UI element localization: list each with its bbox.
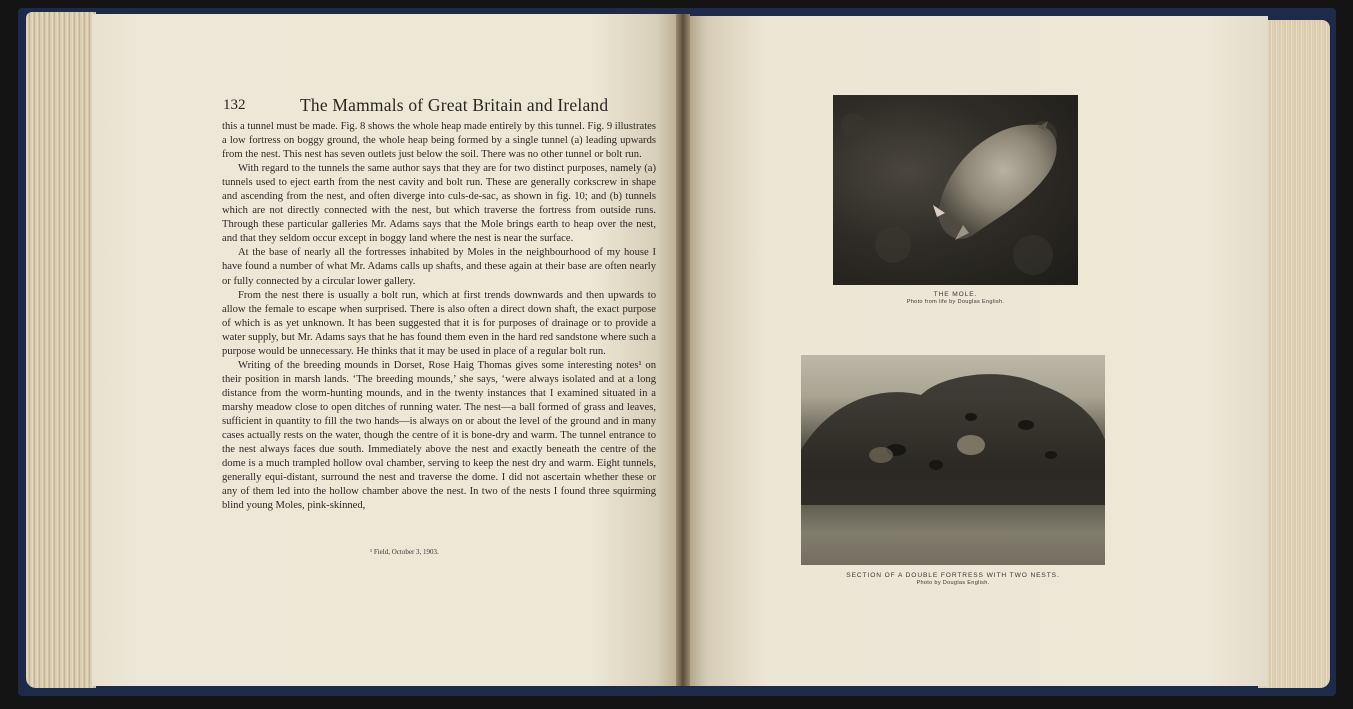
- fortress-illustration: [801, 355, 1105, 565]
- paragraph: this a tunnel must be made. Fig. 8 shows the whole heap made entirely by this tunnel. Fig. 9 illustrates a low fortress on boggy ground, the whole heap being formed by a single tunnel (a) leading upwards from the nest. This nest has seven outlets just below the soil. There was no other tunnel or bolt run.: [222, 121, 656, 161]
- paragraph: At the base of nearly all the fortresses inhabited by Moles in the neighbourhood of my house I have found a number of what Mr. Adams calls up shafts, and these again at their base are often nearly or fully connected by a circular lower gallery.: [222, 247, 656, 287]
- footnote: ¹ Field, October 3, 1903.: [370, 548, 439, 556]
- fortress-photo: [801, 355, 1105, 565]
- paragraph: From the nest there is usually a bolt run, which at first trends downwards and then upwards to allow the female to escape when surprised. There is also often a direct down shaft, the exact purpose of which is as yet unknown. It has been suggested that it is for purposes of drainage or to provide a water supply, but Mr. Adams says that he has found them even in the hard red sandstone where such a purpose would be unnecessary. He thinks that it may be used in place of a regular bolt run.: [222, 289, 656, 357]
- paragraph: With regard to the tunnels the same author says that they are for two distinct purposes, namely (a) tunnels used to eject earth from the nest cavity and bolt run. These are generally corkscrew in shape and ascending from the nest, and often diverge into culs-de-sac, as shown in fig. 10; and (b) tunnels which are not directly connected with the nest, but which traverse the fortress from outside runs. Through these particular galleries Mr. Adams says that the Mole brings earth to heap over the nest, and that they seldom occur except in boggy land where the nest is near the surface.: [222, 163, 656, 245]
- figure-title: SECTION OF A DOUBLE FORTRESS WITH TWO NESTS.: [846, 572, 1060, 579]
- mole-caption: [833, 291, 1078, 305]
- left-page-edges: [26, 12, 96, 688]
- body-text: [222, 120, 656, 513]
- figure-credit: Photo by Douglas English.: [916, 580, 990, 586]
- paragraph: Writing of the breeding mounds in Dorset, Rose Haig Thomas gives some interesting notes¹ on their position in marsh lands. ‘The breeding mounds,’ she says, ‘were always isolated and at a long distance from the worm-hunting mounds, and in the twenty instances that I examined situated in a marshy meadow close to open ditches of running water. The nest—a ball formed of grass and leaves, sufficient in quantity to fill the two hands—is always on or about the level of the ground and in many cases actually rests on the water, though the centre of it is bone-dry and warm. The tunnel entrance to the nest always faces due south. Immediately above the nest and exactly beneath the centre of the dome is a much trampled hollow oval chamber, serving to keep the nest dry and warm. Eight tunnels, generally equi-distant, surround the nest and traverse the dome. I did not ascertain whether these or any of them led into the hollow chamber above the nest. In two of the nests I found three squirming blind young Moles, pink-skinned,: [222, 359, 656, 512]
- mole-photo: [833, 95, 1078, 285]
- mole-illustration: [833, 95, 1078, 285]
- running-head: The Mammals of Great Britain and Ireland: [300, 95, 609, 115]
- figure-title: THE MOLE.: [933, 291, 978, 298]
- fortress-caption: [801, 572, 1105, 586]
- page-number: 132: [223, 97, 246, 113]
- book-gutter: [676, 14, 690, 686]
- figure-credit: Photo from life by Douglas English.: [906, 299, 1005, 305]
- right-page-edges: [1258, 20, 1330, 688]
